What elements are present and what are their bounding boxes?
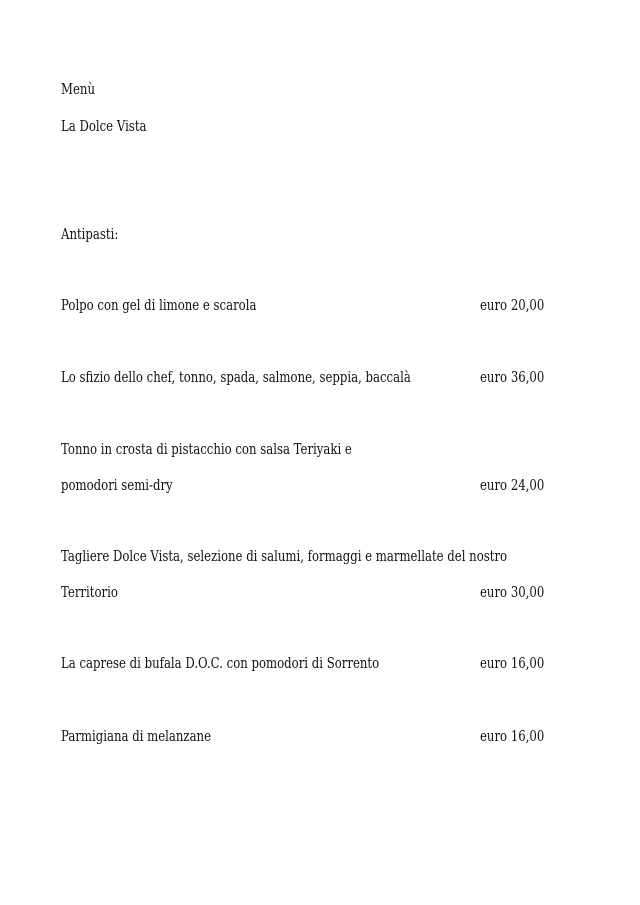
menu-item-price: euro 36,00 bbox=[480, 368, 545, 386]
menu-item-name-continued: pomodori semi-dry bbox=[61, 476, 173, 494]
menu-item-price: euro 20,00 bbox=[480, 296, 545, 314]
menu-title: Menù bbox=[61, 80, 95, 98]
menu-item-price: euro 24,00 bbox=[480, 476, 545, 494]
menu-item-name: Tagliere Dolce Vista, selezione di salumi, formaggi e marmellate del nostro bbox=[61, 547, 508, 565]
section-title: Antipasti: bbox=[61, 225, 119, 243]
menu-item-name: La caprese di bufala D.O.C. con pomodori di Sorrento bbox=[61, 654, 380, 672]
restaurant-name: La Dolce Vista bbox=[61, 117, 147, 135]
menu-item-price: euro 16,00 bbox=[480, 654, 545, 672]
menu-item-name: Tonno in crosta di pistacchio con salsa Teriyaki e bbox=[61, 440, 352, 458]
menu-item-price: euro 16,00 bbox=[480, 727, 545, 745]
menu-item-name: Lo sfizio dello chef, tonno, spada, salmone, seppia, baccalà bbox=[61, 368, 411, 386]
menu-item-name: Parmigiana di melanzane bbox=[61, 727, 212, 745]
menu-item-price: euro 30,00 bbox=[480, 583, 545, 601]
menu-item-name-continued: Territorio bbox=[61, 583, 118, 601]
menu-item-name: Polpo con gel di limone e scarola bbox=[61, 296, 257, 314]
